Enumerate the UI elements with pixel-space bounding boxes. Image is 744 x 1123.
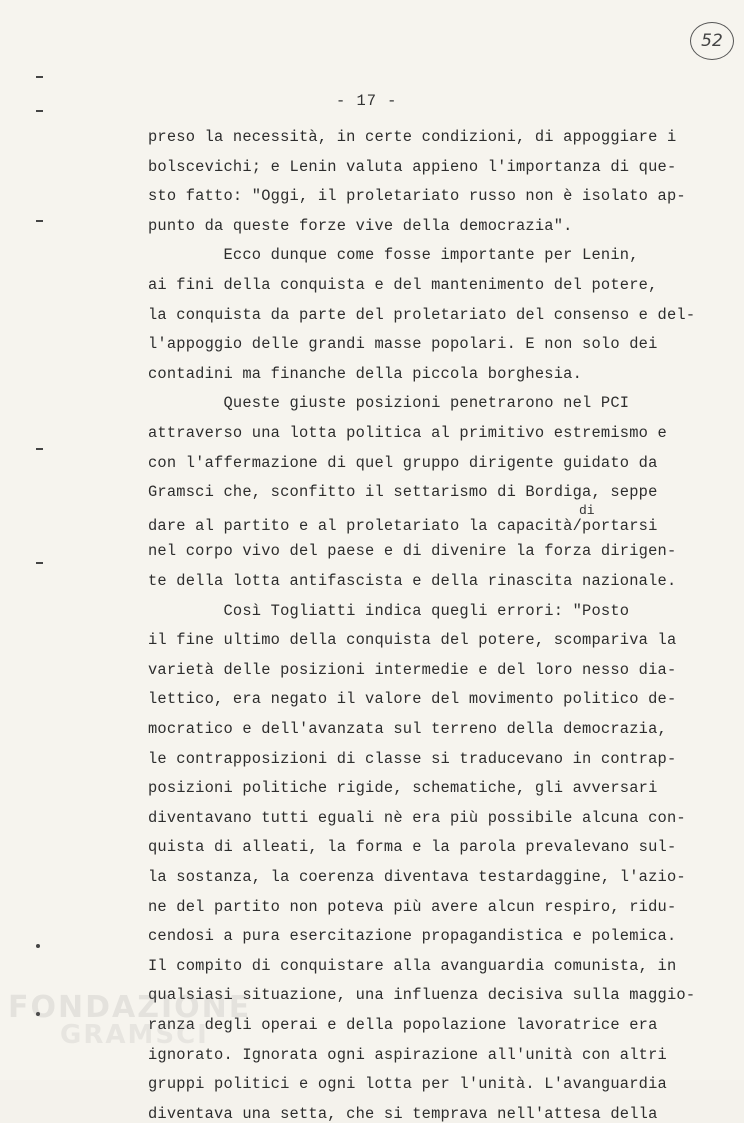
text-line: dare al partito e al proletariato la capacità/portarsi [148, 516, 658, 535]
watermark-text: GRAMSCI [60, 1020, 209, 1050]
text-line: Ecco dunque come fosse importante per Lenin, [148, 246, 639, 265]
text-line: contadini ma finanche della piccola borghesia. [148, 364, 583, 383]
text-line: posizioni politiche rigide, schematiche, gli avversari [148, 779, 658, 798]
text-line: le contrapposizioni di classe si traducevano in contrap- [148, 749, 677, 768]
text-line: Queste giuste posizioni penetrarono nel PCI [148, 394, 630, 413]
text-line: cendosi a pura esercitazione propagandistica e polemica. [148, 927, 677, 946]
margin-mark [36, 76, 43, 78]
text-line: Gramsci che, sconfitto il settarismo di Bordiga, seppe [148, 483, 658, 502]
margin-mark [36, 220, 43, 222]
text-line: bolscevichi; e Lenin valuta appieno l'importanza di que- [148, 157, 677, 176]
text-line: la sostanza, la coerenza diventava testardaggine, l'azio- [148, 868, 686, 886]
margin-mark [36, 562, 43, 564]
text-line: preso la necessità, in certe condizioni, di appoggiare i [148, 128, 677, 146]
text-line: gruppi politici e ogni lotta per l'unità. L'avanguardia [148, 1075, 667, 1094]
text-line: qualsiasi situazione, una influenza decisiva sulla maggio- [148, 986, 696, 1005]
text-line: diventavano tutti eguali nè era più possibile alcuna con- [148, 808, 686, 827]
text-line: mocratico e dell'avanzata sul terreno della democrazia, [148, 720, 667, 738]
interlinear-insert: di [579, 502, 595, 518]
text-line: quista di alleati, la forma e la parola prevalevano sul- [148, 838, 677, 857]
text-line: ranza degli operai e della popolazione lavoratrice era [148, 1016, 658, 1034]
watermark-text: FONDAZIONE [8, 990, 252, 1025]
archive-number-stamp: 52 [690, 22, 734, 60]
text-line: il fine ultimo della conquista del potere, scompariva la [148, 631, 677, 650]
text-line: nel corpo vivo del paese e di divenire la forza dirigen- [148, 542, 677, 561]
margin-mark [36, 448, 43, 450]
text-line: con l'affermazione di quel gruppo dirigente guidato da [148, 453, 658, 472]
text-line: l'appoggio delle grandi masse popolari. E non solo dei [148, 335, 658, 354]
text-line: punto da queste forze vive della democrazia". [148, 216, 573, 235]
text-line: ne del partito non poteva più avere alcun respiro, ridu- [148, 897, 677, 916]
text-line: ignorato. Ignorata ogni aspirazione all'unità con altri [148, 1045, 667, 1064]
text-line: sto fatto: "Oggi, il proletariato russo non è isolato ap- [148, 187, 686, 206]
text-line: ai fini della conquista e del mantenimento del potere, [148, 276, 658, 294]
text-line: attraverso una lotta politica al primitivo estremismo e [148, 424, 667, 442]
text-line: lettico, era negato il valore del movimento politico de- [148, 690, 677, 709]
text-line: te della lotta antifascista e della rinascita nazionale. [148, 572, 677, 590]
page-number: - 17 - [336, 92, 398, 110]
margin-dot [36, 944, 40, 948]
text-line: la conquista da parte del proletariato del consenso e del- [148, 305, 696, 324]
margin-mark [36, 110, 43, 112]
text-line: Il compito di conquistare alla avanguardia comunista, in [148, 956, 677, 975]
text-line: varietà delle posizioni intermedie e del loro nesso dia- [148, 660, 677, 679]
text-line: Così Togliatti indica quegli errori: "Posto [148, 601, 630, 620]
text-line: diventava una setta, che si temprava nell'attesa della [148, 1104, 658, 1123]
